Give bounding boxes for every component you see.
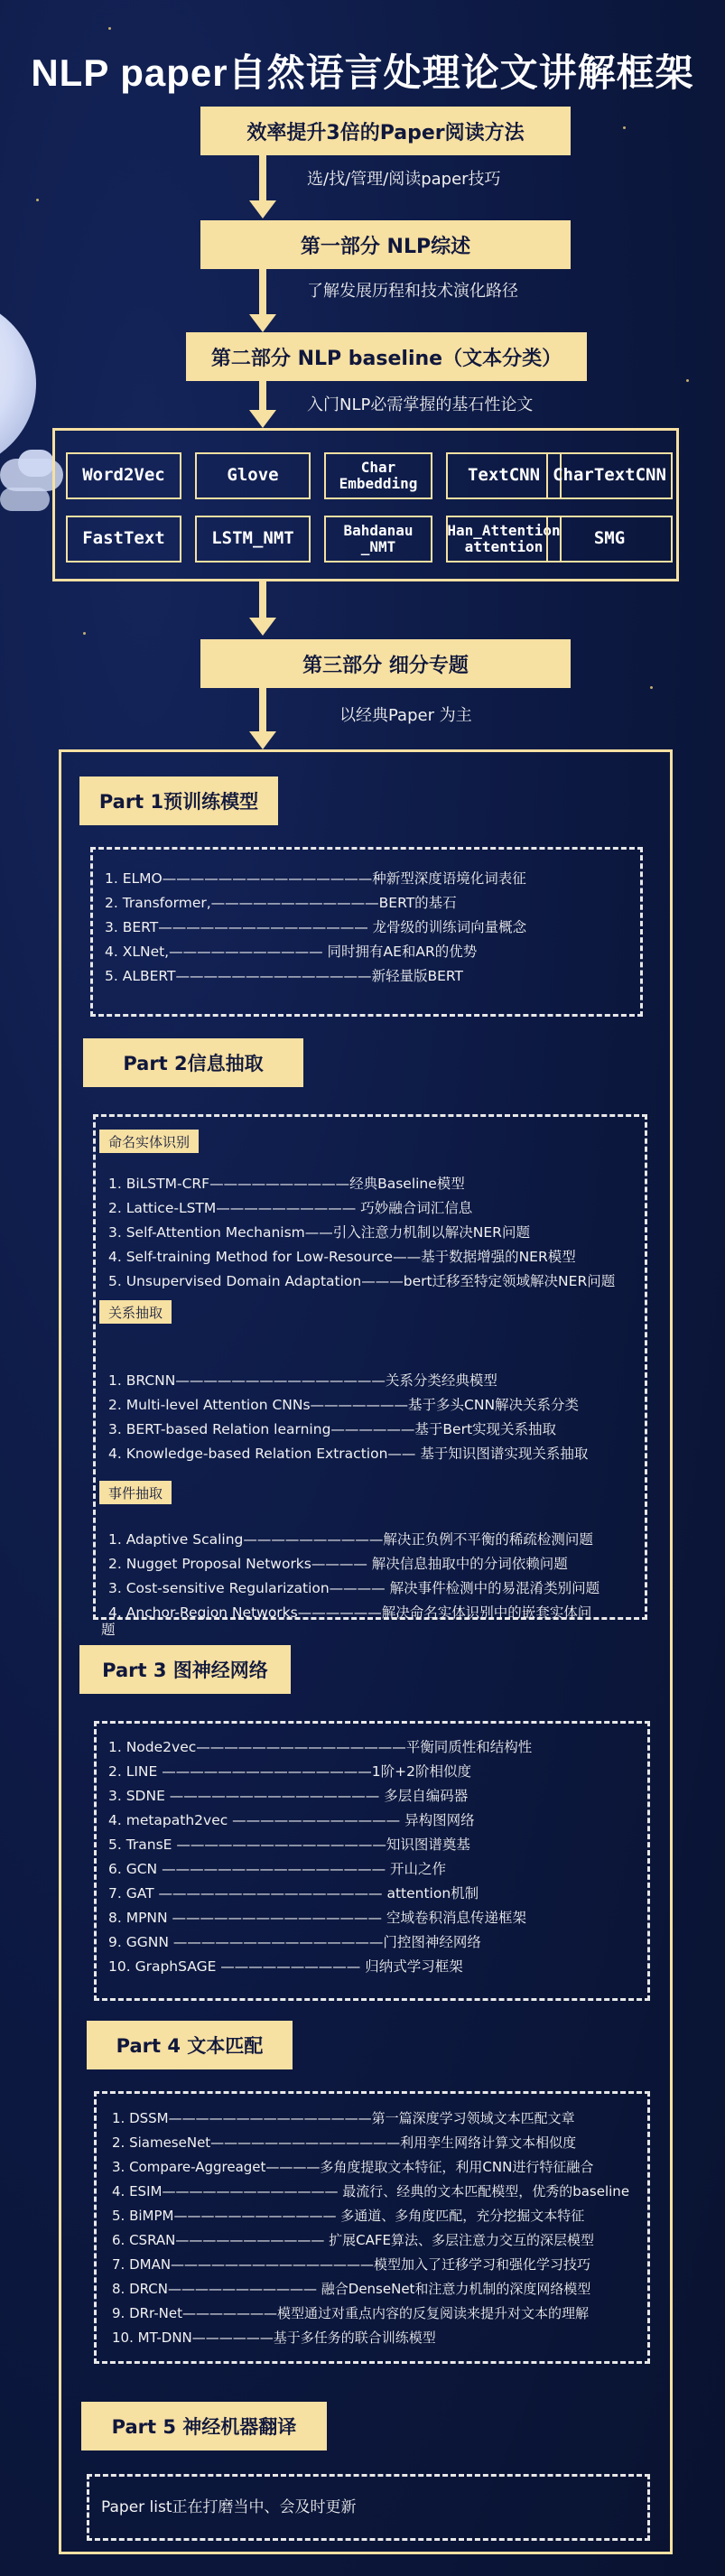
relation-list xyxy=(108,1369,588,1466)
star-decoration xyxy=(623,126,626,129)
ner-list xyxy=(108,1172,615,1294)
step-1-subtitle: 选/找/管理/阅读paper技巧 xyxy=(307,170,501,189)
list-item: 4. ESIM————————————— 最流行、经典的文本匹配模型，优秀的baseline xyxy=(112,2183,630,2199)
list-item: 1. ELMO———————————————种新型深度语境化词表征 xyxy=(105,870,526,887)
list-item: 7. GAT ———————————————— attention机制 xyxy=(108,1885,479,1902)
list-item: 2. Nugget Proposal Networks———— 解决信息抽取中的分词依赖问题 xyxy=(108,1556,568,1572)
model-bahdanau-nmt: Bahdanau _NMT xyxy=(324,516,432,563)
model-chartextcnn: CharTextCNN xyxy=(546,452,673,499)
part-3-heading: Part 3 图神经网络 xyxy=(79,1645,291,1694)
star-decoration xyxy=(83,632,86,635)
part-1-heading: Part 1预训练模型 xyxy=(79,777,278,825)
model-textcnn: TextCNN xyxy=(446,452,562,499)
list-item: 7. DMAN———————————————模型加入了迁移学习和强化学习技巧 xyxy=(112,2256,591,2273)
part-2-heading: Part 2信息抽取 xyxy=(83,1038,303,1087)
list-item: 1. BRCNN———————————————关系分类经典模型 xyxy=(108,1372,497,1389)
star-decoration xyxy=(36,199,39,201)
list-item: 4. Self-training Method for Low-Resource——基于数据增强的NER模型 xyxy=(108,1249,576,1265)
list-item: 10. GraphSAGE —————————— 归纳式学习框架 xyxy=(108,1958,463,1975)
part-5-note: Paper list正在打磨当中、会及时更新 xyxy=(101,2498,357,2516)
step-part-1-overview: 第一部分 NLP综述 xyxy=(200,220,571,269)
list-item: 4. Knowledge-based Relation Extraction—— 基于知识图谱实现关系抽取 xyxy=(108,1446,589,1462)
part-1-list xyxy=(105,867,526,989)
part-4-list xyxy=(112,2106,629,2350)
list-item: 3. SDNE ——————————————— 多层自编码器 xyxy=(108,1788,469,1804)
part-4-heading: Part 4 文本匹配 xyxy=(87,2021,293,2069)
list-item: 9. GGNN ———————————————门控图神经网络 xyxy=(108,1934,481,1950)
list-item: 1. BiLSTM-CRF——————————经典Baseline模型 xyxy=(108,1176,465,1192)
step-2-subtitle: 了解发展历程和技术演化路径 xyxy=(307,282,518,301)
list-item: 2. Lattice-LSTM—————————— 巧妙融合词汇信息 xyxy=(108,1200,473,1216)
model-fasttext: FastText xyxy=(66,516,181,563)
list-item: 4. Anchor-Region Networks——————解决命名实体识别中的嵌套实体问 xyxy=(108,1604,592,1621)
star-decoration xyxy=(108,27,111,30)
list-item: 4. metapath2vec ———————————— 异构图网络 xyxy=(108,1812,475,1828)
model-lstm-nmt: LSTM_NMT xyxy=(195,516,311,563)
arrow-down-icon xyxy=(249,269,276,332)
step-part-2-baseline: 第二部分 NLP baseline（文本分类） xyxy=(186,332,587,381)
list-item: 2. LINE ———————————————1阶+2阶相似度 xyxy=(108,1763,471,1780)
model-word2vec: Word2Vec xyxy=(66,452,181,499)
list-item: 8. MPNN ——————————————— 空域卷积消息传递框架 xyxy=(108,1910,526,1926)
list-item: 2. SiameseNet——————————————利用孪生网络计算文本相似度 xyxy=(112,2134,577,2151)
list-item: 2. Transformer,————————————BERT的基石 xyxy=(105,895,457,911)
model-smg: SMG xyxy=(546,516,673,563)
list-item: 5. ALBERT——————————————新轻量版BERT xyxy=(105,968,464,984)
model-char-embedding: Char Embedding xyxy=(324,452,432,499)
part-3-list xyxy=(108,1735,532,1979)
relation-tag: 关系抽取 xyxy=(99,1300,172,1324)
list-item: 1. DSSM———————————————第一篇深度学习领域文本匹配文章 xyxy=(112,2110,575,2126)
baseline-models-box xyxy=(52,428,679,581)
step-paper-reading-method: 效率提升3倍的Paper阅读方法 xyxy=(200,107,571,155)
list-item: 8. DRCN——————————— 融合DenseNet和注意力机制的深度网络模型 xyxy=(112,2281,591,2297)
cloud-decoration xyxy=(0,488,50,511)
list-item: 3. Compare-Aggreaget————多角度提取文本特征，利用CNN进行特征融合 xyxy=(112,2159,594,2175)
list-item: 5. BiMPM———————————— 多通道、多角度匹配，充分挖掘文本特征 xyxy=(112,2208,585,2224)
model-han-attention: Han_Attention attention xyxy=(446,516,562,563)
list-item: 9. DRr-Net———————模型通过对重点内容的反复阅读来提升对文本的理解 xyxy=(112,2305,590,2321)
list-item: 1. Adaptive Scaling——————————解决正负例不平衡的稀疏检测问题 xyxy=(108,1531,593,1548)
page-title: NLP paper自然语言处理论文讲解框架 xyxy=(31,51,694,94)
star-decoration xyxy=(650,686,653,689)
list-item: 3. BERT——————————————— 龙骨级的训练词向量概念 xyxy=(105,919,527,935)
list-item: 1. Node2vec———————————————平衡同质性和结构性 xyxy=(108,1739,533,1755)
arrow-down-icon xyxy=(249,381,276,428)
event-list-tail: 题 xyxy=(101,1622,116,1638)
part-5-heading: Part 5 神经机器翻译 xyxy=(81,2402,327,2450)
list-item: 3. Self-Attention Mechanism——引入注意力机制以解决NER问题 xyxy=(108,1224,530,1241)
list-item: 2. Multi-level Attention CNNs———————基于多头CNN解决关系分类 xyxy=(108,1397,580,1413)
step-part-3-topics: 第三部分 细分专题 xyxy=(200,639,571,688)
list-item: 5. Unsupervised Domain Adaptation———bert迁移至特定领域解决NER问题 xyxy=(108,1273,616,1289)
arrow-down-icon xyxy=(249,581,276,636)
list-item: 6. CSRAN——————————— 扩展CAFE算法、多层注意力交互的深层模型 xyxy=(112,2232,594,2248)
list-item: 3. Cost-sensitive Regularization———— 解决事件检测中的易混淆类别问题 xyxy=(108,1580,600,1596)
list-item: 6. GCN ———————————————— 开山之作 xyxy=(108,1861,446,1877)
arrow-down-icon xyxy=(249,688,276,749)
cloud-decoration xyxy=(18,450,54,477)
event-list xyxy=(108,1528,600,1625)
step-4-subtitle: 以经典Paper 为主 xyxy=(339,706,472,725)
model-glove: Glove xyxy=(195,452,311,499)
arrow-down-icon xyxy=(249,155,276,219)
step-3-subtitle: 入门NLP必需掌握的基石性论文 xyxy=(307,395,534,414)
star-decoration xyxy=(686,379,689,382)
list-item: 4. XLNet,——————————— 同时拥有AE和AR的优势 xyxy=(105,944,478,960)
event-tag: 事件抽取 xyxy=(99,1481,172,1504)
list-item: 3. BERT-based Relation learning——————基于Bert实现关系抽取 xyxy=(108,1421,557,1437)
list-item: 5. TransE ———————————————知识图谱奠基 xyxy=(108,1837,470,1853)
ner-tag: 命名实体识别 xyxy=(99,1130,199,1153)
list-item: 10. MT-DNN——————基于多任务的联合训练模型 xyxy=(112,2330,436,2346)
